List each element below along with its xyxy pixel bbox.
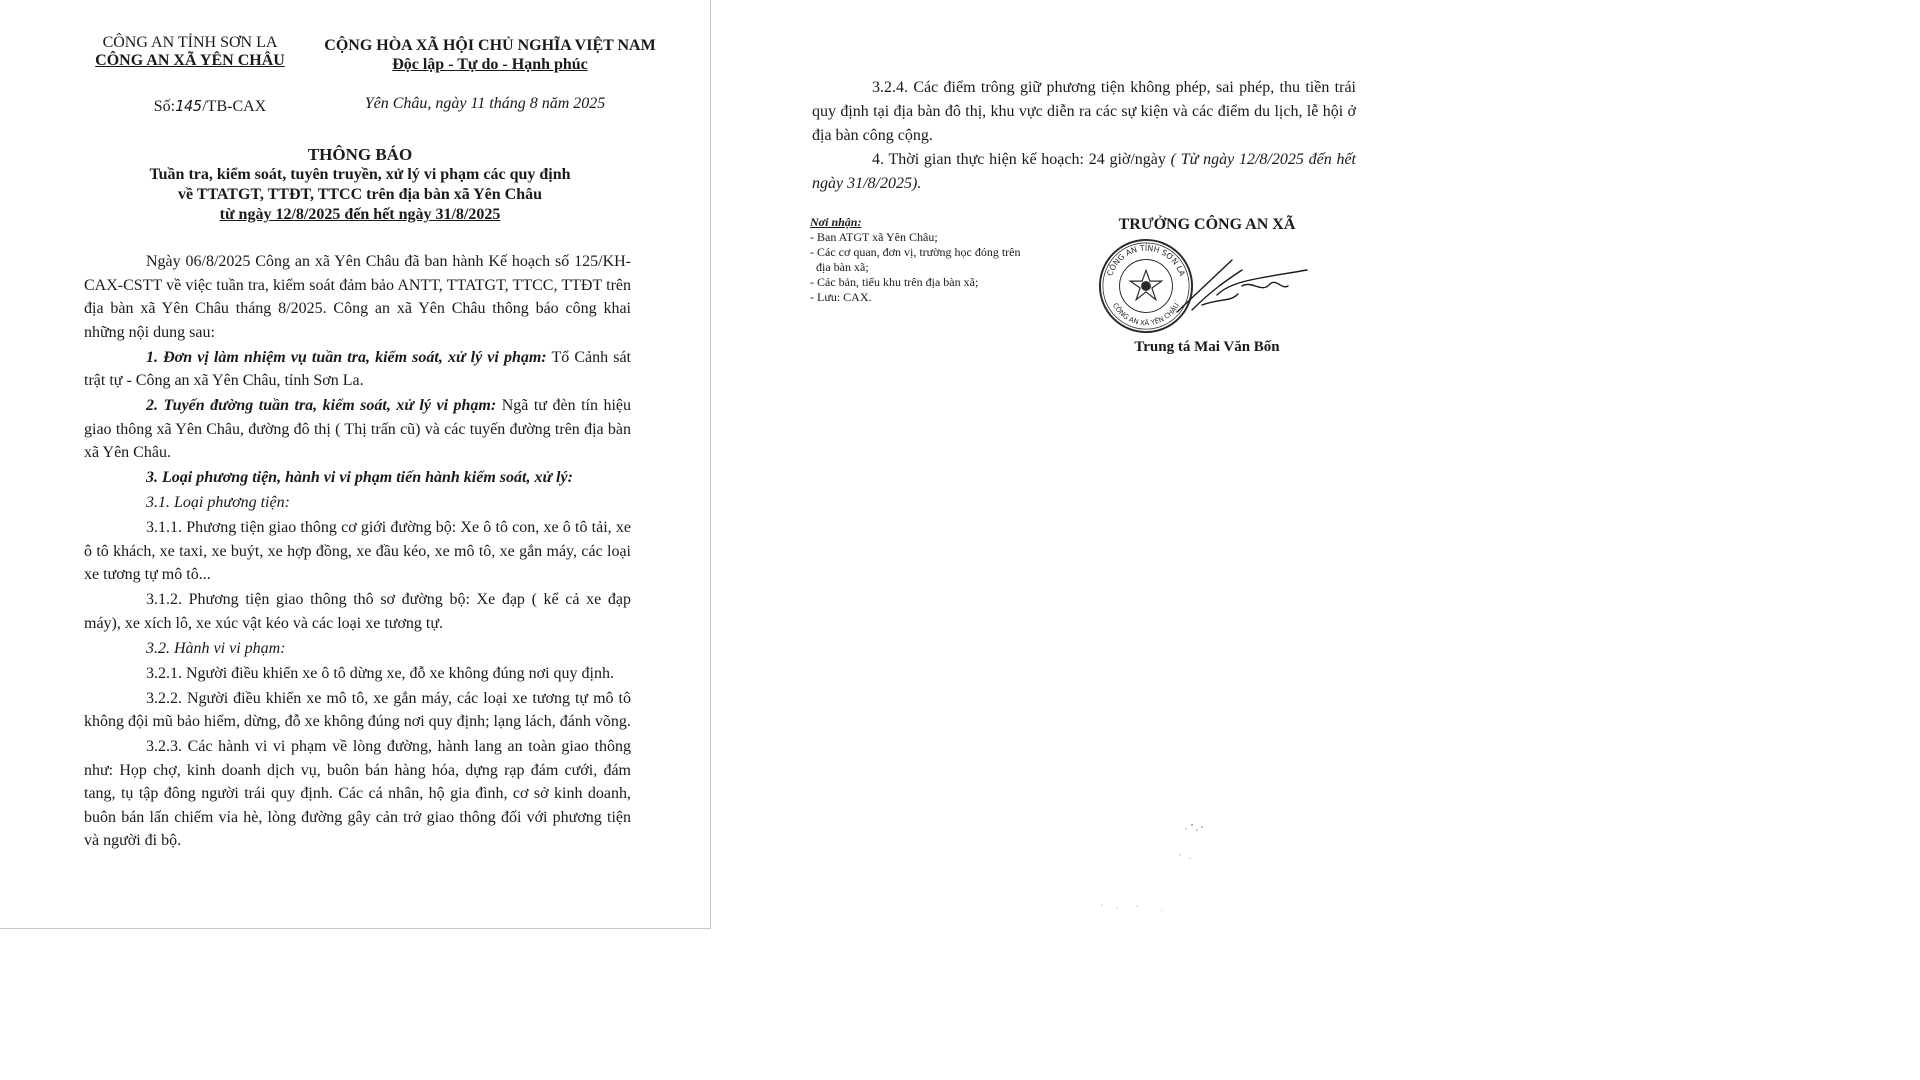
recipients-block bbox=[810, 215, 1070, 305]
signer-title: TRƯỞNG CÔNG AN XÃ bbox=[1118, 216, 1296, 233]
section-1-text: Tổ Cảnh sát trật tự - Công an xã Yên Châu, tỉnh Sơn La. bbox=[84, 348, 632, 389]
title-line-1: Tuần tra, kiểm soát, tuyên truyền, xử lý vi phạm các quy định bbox=[149, 166, 571, 183]
signature-block bbox=[1092, 215, 1322, 355]
handwritten-signature-icon bbox=[1172, 250, 1312, 320]
section-4-dates: ( Từ ngày 12/8/2025 đến hết ngày 31/8/2025). bbox=[812, 151, 1356, 192]
section-3-heading: 3. Loại phương tiện, hành vi vi phạm tiến hành kiểm soát, xử lý: bbox=[146, 469, 573, 486]
section-3-1-heading: 3.1. Loại phương tiện: bbox=[146, 494, 290, 511]
document-page-1 bbox=[0, 0, 711, 929]
recipient-item: - Ban ATGT xã Yên Châu; bbox=[810, 230, 938, 244]
scan-noise-decoration bbox=[1082, 810, 1222, 920]
recipient-item: - Các cơ quan, đơn vị, trường học đóng trên bbox=[810, 245, 1021, 259]
title-line-3-text: từ ngày 12/8/2025 đến hết ngày 31/8/2025 bbox=[219, 206, 501, 223]
agency-name bbox=[60, 51, 320, 71]
national-title: CỘNG HÒA XÃ HỘI CHỦ NGHĨA VIỆT NAM bbox=[324, 37, 656, 54]
document-body bbox=[84, 250, 631, 854]
section-1-label: 1. Đơn vị làm nhiệm vụ tuần tra, kiểm soát, xử lý vi phạm: bbox=[146, 348, 547, 366]
recipients-label: Nơi nhận: bbox=[810, 215, 862, 229]
svg-text:CÔNG AN XÃ YÊN CHÂU bbox=[1111, 302, 1181, 328]
document-title bbox=[80, 145, 640, 225]
signer-name: Trung tá Mai Văn Bốn bbox=[1134, 339, 1280, 355]
recipient-item: địa bàn xã; bbox=[816, 260, 869, 274]
paragraph-3-2-1: 3.2.1. Người điều khiển xe ô tô dừng xe, đỗ xe không đúng nơi quy định. bbox=[146, 664, 614, 682]
paragraph-section-1 bbox=[84, 346, 631, 393]
title-line-2: về TTATGT, TTĐT, TTCC trên địa bàn xã Yên Châu bbox=[177, 186, 543, 203]
recipient-item: - Lưu: CAX. bbox=[810, 290, 872, 304]
section-4-text: 4. Thời gian thực hiện kế hoạch: 24 giờ/ngày bbox=[872, 151, 1171, 168]
document-date: Yên Châu, ngày 11 tháng 8 năm 2025 bbox=[364, 95, 606, 112]
doc-number-prefix: Số: bbox=[153, 98, 176, 115]
paragraph-3-1-1: 3.1.1. Phương tiện giao thông cơ giới đường bộ: Xe ô tô con, xe ô tô tải, xe ô tô khách, xe taxi, xe buýt, xe hợp đồng, xe đầu kéo, xe mô tô, xe gắn máy, các loại xe tương tự mô tô... bbox=[84, 519, 631, 583]
agency-parent: CÔNG AN TỈNH SƠN LA bbox=[102, 34, 278, 51]
doc-number-handwritten: 145 bbox=[175, 97, 203, 115]
document-body-continued bbox=[812, 76, 1356, 196]
paragraph-intro: Ngày 06/8/2025 Công an xã Yên Châu đã ban hành Kế hoạch số 125/KH-CAX-CSTT về việc tuần tra, kiểm soát đảm bảo ANTT, TTATGT, TTCC, TTĐT trên địa bàn xã Yên Châu tháng 8/2025. Công an xã Yên Châu thông báo công khai những nội dung sau: bbox=[84, 253, 631, 341]
national-motto bbox=[300, 55, 680, 75]
seal-top-text: CÔNG AN TỈNH SƠN LA bbox=[1105, 243, 1187, 278]
national-motto-text: Độc lập - Tự do - Hạnh phúc bbox=[392, 56, 588, 73]
paragraph-3-2-4: 3.2.4. Các điểm trông giữ phương tiện không phép, sai phép, thu tiền trái quy định tại địa bàn đô thị, khu vực diễn ra các sự kiện và các điểm du lịch, lễ hội ở địa bàn công cộng. bbox=[812, 79, 1356, 144]
paragraph-3-1-2: 3.1.2. Phương tiện giao thông thô sơ đường bộ: Xe đạp ( kể cả xe đạp máy), xe xích lô, xe xúc vật kéo và các loại xe tương tự. bbox=[84, 591, 631, 632]
title-line-3 bbox=[80, 205, 640, 225]
agency-name-text: CÔNG AN XÃ YÊN CHÂU bbox=[95, 52, 285, 69]
section-3-2-heading: 3.2. Hành vi vi phạm: bbox=[146, 639, 286, 657]
section-2-text: Ngã tư đèn tín hiệu giao thông xã Yên Châu, đường đô thị ( Thị trấn cũ) và các tuyến đường trên địa bàn xã Yên Châu. bbox=[84, 397, 631, 461]
paragraph-3-2-3: 3.2.3. Các hành vi vi phạm về lòng đường, hành lang an toàn giao thông như: Họp chợ, kinh doanh dịch vụ, buôn bán hàng hóa, dựng rạp đám cưới, đám tang, tụ tập đông người trái quy định. Các cá nhân, hộ gia đình, cơ sở kinh doanh, buôn bán lấn chiếm vỉa hè, lòng đường gây cản trở giao thông đối với phương tiện và người đi bộ. bbox=[84, 738, 631, 849]
title-heading: THÔNG BÁO bbox=[307, 145, 413, 164]
recipient-item: - Các bản, tiểu khu trên địa bàn xã; bbox=[810, 275, 979, 289]
section-2-label: 2. Tuyến đường tuần tra, kiểm soát, xử lý vi phạm: bbox=[146, 397, 497, 414]
paragraph-section-4 bbox=[812, 148, 1356, 196]
doc-number-suffix: /TB-CAX bbox=[202, 98, 267, 115]
seal-bottom-text: CÔNG AN XÃ YÊN CHÂU bbox=[1110, 301, 1182, 328]
paragraph-section-2 bbox=[84, 394, 631, 465]
paragraph-3-2-2: 3.2.2. Người điều khiển xe mô tô, xe gắn máy, các loại xe tương tự mô tô không đội mũ bảo hiểm, dừng, đỗ xe không đúng nơi quy định; lạng lách, đánh võng. bbox=[84, 689, 631, 730]
document-number bbox=[130, 96, 290, 117]
document-page-2 bbox=[712, 0, 1356, 929]
